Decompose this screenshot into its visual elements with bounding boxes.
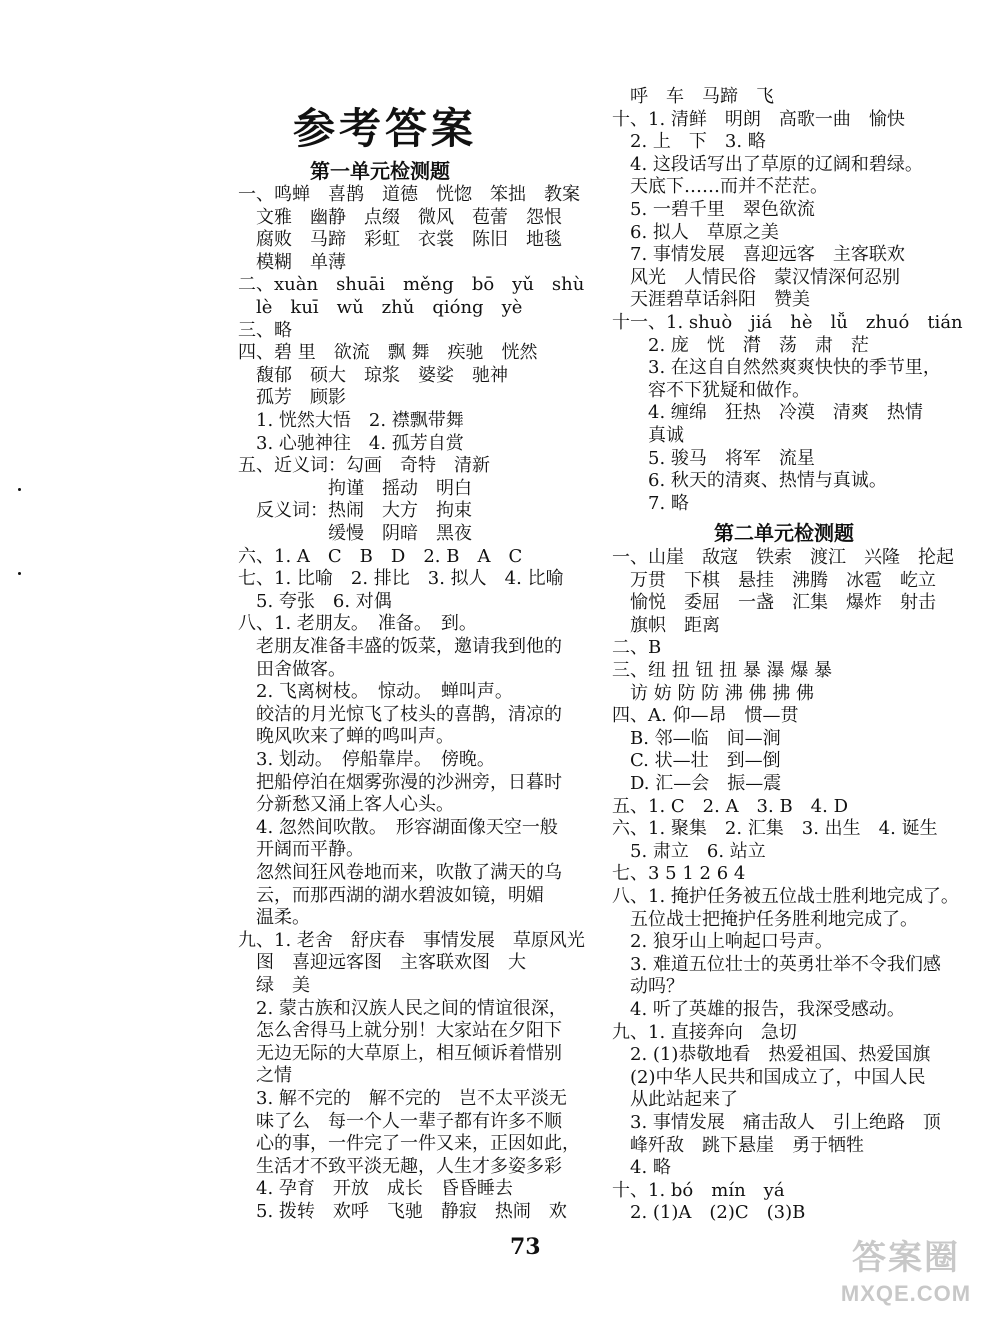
answer-line: 容不下犹疑和做作。 [612, 379, 810, 401]
answer-line: 怎么舍得马上就分别！大家站在夕阳下 [238, 1020, 562, 1042]
unit1-heading: 第一单元检测题 [310, 159, 450, 183]
answer-line: 从此站起来了 [612, 1089, 738, 1111]
watermark-top-text: 答案圈 [852, 1239, 960, 1277]
answer-line: 天底下……而并不茫茫。 [612, 176, 828, 198]
answer-line: 孤芳 顾影 [238, 387, 346, 409]
answer-line: 愉悦 委屈 一盏 汇集 爆炸 射击 [612, 592, 936, 614]
answer-line: 5. 夸张 6. 对偶 [238, 590, 392, 612]
answer-line: 生活才不致平淡无趣，人生才多姿多彩 [238, 1155, 562, 1177]
answer-line: 5. 拨转 欢呼 飞驰 静寂 热闹 欢 [238, 1201, 567, 1222]
answer-line: B. 邻—临 间—涧 [612, 727, 781, 749]
answer-line: 七、1. 比喻 2. 排比 3. 拟人 4. 比喻 [238, 568, 564, 590]
answer-line: 拘谨 摇动 明白 [238, 477, 472, 499]
answer-line: 3. 划动。 停船靠岸。 傍晚。 [238, 749, 495, 770]
answer-line: 2. 上 下 3. 略 [612, 131, 766, 153]
answer-line: 文雅 幽静 点缀 微风 苞蕾 怨恨 [238, 206, 562, 228]
answer-line: 之情 [238, 1065, 292, 1087]
answer-line: 九、1. 老舍 舒庆春 事情发展 草原风光 [238, 929, 585, 951]
answer-line: 3. 解不完的 解不完的 岂不太平淡无 [238, 1088, 567, 1109]
watermark-logo [826, 1230, 986, 1307]
answer-line: 2. 蒙古族和汉族人民之间的情谊很深， [238, 997, 567, 1019]
answer-line: 3. 事情发展 痛击敌人 引上绝路 顶 [612, 1112, 941, 1133]
answer-line: 十、1. 清鲜 明朗 高歌一曲 愉快 [612, 108, 905, 130]
unit2-heading: 第二单元检测题 [714, 521, 854, 545]
answer-line: 图 喜迎远客图 主客联欢图 大 [238, 952, 526, 974]
answer-line: 开阔而平静。 [238, 839, 364, 861]
answer-line: 一、鸣蝉 喜鹊 道德 恍惚 笨拙 教案 [238, 184, 580, 205]
margin-mark [18, 488, 21, 491]
watermark-bottom-text: MXQE.COM [840, 1281, 972, 1306]
answer-line: 2. (1)A (2)C (3)B [612, 1202, 806, 1224]
answer-line: 晚风吹来了蝉的鸣叫声。 [238, 726, 454, 748]
answer-line: D. 汇—会 振—震 [612, 773, 782, 794]
answer-line: 五位战士把掩护任务胜利地完成了。 [612, 908, 918, 930]
answer-line: 2. (1)恭敬地看 热爱祖国、热爱国旗 [612, 1044, 931, 1066]
answer-line: 老朋友准备丰盛的饭菜，邀请我到他的 [238, 636, 562, 657]
answer-line: 访 妨 防 防 沸 佛 拂 佛 [612, 682, 815, 704]
answer-line: 4. 听了英雄的报告，我深受感动。 [612, 999, 905, 1020]
answer-line: 六、1. 聚集 2. 汇集 3. 出生 4. 诞生 [612, 818, 938, 840]
answer-line: 九、1. 直接奔向 急切 [612, 1021, 797, 1043]
answer-line: 4. 忽然间吹散。 形容湖面像天空一般 [238, 816, 558, 838]
answer-line: 旗帜 距离 [612, 614, 720, 636]
answer-line: 心的事，一件完了一件又来，正因如此， [238, 1133, 580, 1155]
answer-line: 4. 这段话写出了草原的辽阔和碧绿。 [612, 153, 923, 175]
answer-line: 云，而那西湖的湖水碧波如镜，明媚 [238, 884, 544, 906]
answer-line: 6. 拟人 草原之美 [612, 221, 779, 243]
answer-line: 5. 骏马 将军 流星 [612, 447, 815, 469]
answer-line: 反义词：热闹 大方 拘束 [238, 500, 472, 522]
answer-line: 一、山崖 敌寇 铁索 渡江 兴隆 抡起 [612, 547, 954, 568]
answer-line: 皎洁的月光惊飞了枝头的喜鹊，清凉的 [238, 703, 562, 725]
answer-line: 五、1. C 2. A 3. B 4. D [612, 795, 849, 817]
answer-line: lè kuī wǔ zhǔ qióng yè [238, 297, 523, 318]
answer-line: 忽然间狂风卷地而来，吹散了满天的乌 [238, 862, 562, 883]
margin-mark [18, 572, 21, 575]
answer-line: 三、纽 扭 钮 扭 暴 瀑 爆 暴 [612, 660, 833, 681]
answer-line: C. 状—壮 到—倒 [612, 750, 781, 772]
answer-line: 二、xuàn shuāi měng bō yǔ shù [238, 274, 585, 296]
answer-line: 2. 狼牙山上响起口号声。 [612, 931, 833, 953]
page-number: 73 [510, 1234, 541, 1260]
answer-line: 6. 秋天的清爽、热情与真诚。 [612, 470, 887, 492]
answer-line: 真诚 [612, 425, 684, 446]
answer-line: 田舍做客。 [238, 658, 346, 680]
answer-line: 馥郁 硕大 琼浆 婆娑 驰神 [238, 364, 508, 386]
page-title: 参考答案 [292, 104, 477, 153]
answer-line: 3. 在这自自然然爽爽快快的季节里， [612, 357, 941, 379]
answer-line: 呼 车 马蹄 飞 [612, 86, 774, 107]
answer-line: 4. 略 [612, 1157, 671, 1179]
answer-line: 绿 美 [238, 975, 310, 996]
answer-line: 模糊 单薄 [238, 251, 346, 273]
answer-line: 六、1. A C B D 2. B A C [238, 545, 523, 567]
answer-line: 2. 庞 恍 潸 荡 肃 茫 [612, 334, 869, 356]
answer-line: 三、略 [238, 319, 292, 341]
answer-line: 腐败 马蹄 彩虹 衣裳 陈旧 地毯 [238, 229, 562, 251]
answer-line: 3. 难道五位壮士的英勇壮举不令我们感 [612, 953, 941, 975]
answer-line: 万贯 下棋 悬挂 沸腾 冰雹 屹立 [612, 569, 936, 591]
answer-line: 7. 事情发展 喜迎远客 主客联欢 [612, 244, 905, 266]
answer-line: 风光 人情民俗 蒙汉情深何忍别 [612, 266, 900, 288]
answer-line: 七、3 5 1 2 6 4 [612, 863, 746, 885]
answer-line: 无边无际的大草原上，相互倾诉着惜别 [238, 1042, 562, 1064]
answer-line: 7. 略 [612, 492, 689, 514]
answer-line: 动吗？ [612, 976, 684, 998]
answer-line: 八、1. 掩护任务被五位战士胜利地完成了。 [612, 886, 959, 907]
answer-line: 4. 缠绵 狂热 冷漠 清爽 热情 [612, 402, 923, 424]
answer-line: 温柔。 [238, 907, 310, 929]
answer-line: 3. 心驰神往 4. 孤芳自赏 [238, 432, 464, 454]
answer-line: 2. 飞离树枝。 惊动。 蝉叫声。 [238, 681, 513, 703]
answer-line: 味了么 每一个人一辈子都有许多不顺 [238, 1110, 562, 1132]
answer-line: 四、A. 仰—昂 惯—贯 [612, 705, 799, 727]
answer-line: 5. 肃立 6. 站立 [612, 840, 766, 862]
answer-line: 把船停泊在烟雾弥漫的沙洲旁，日暮时 [238, 771, 562, 793]
answer-line: 二、B [612, 637, 662, 659]
answer-line: 分新愁又涌上客人心头。 [238, 794, 454, 816]
answer-line: 1. 恍然大悟 2. 襟飘带舞 [238, 410, 464, 431]
answer-line: 缓慢 阴暗 黑夜 [238, 523, 472, 544]
answer-line: 5. 一碧千里 翠色欲流 [612, 199, 815, 220]
answer-line: 四、碧 里 欲流 飘 舞 疾驰 恍然 [238, 342, 538, 364]
answer-line: 峰歼敌 跳下悬崖 勇于牺牲 [612, 1134, 864, 1156]
answer-line: (2)中华人民共和国成立了，中国人民 [612, 1066, 926, 1088]
answer-line: 八、1. 老朋友。 准备。 到。 [238, 613, 477, 635]
answer-line: 五、近义词：勾画 奇特 清新 [238, 455, 490, 477]
answer-line: 十一、1. shuò jiá hè lǚ zhuó tián [612, 312, 963, 333]
answer-line: 4. 孕育 开放 成长 昏昏睡去 [238, 1178, 513, 1200]
answer-line: 天涯碧草话斜阳 赞美 [612, 289, 810, 311]
answer-line: 十、1. bó mín yá [612, 1179, 785, 1201]
